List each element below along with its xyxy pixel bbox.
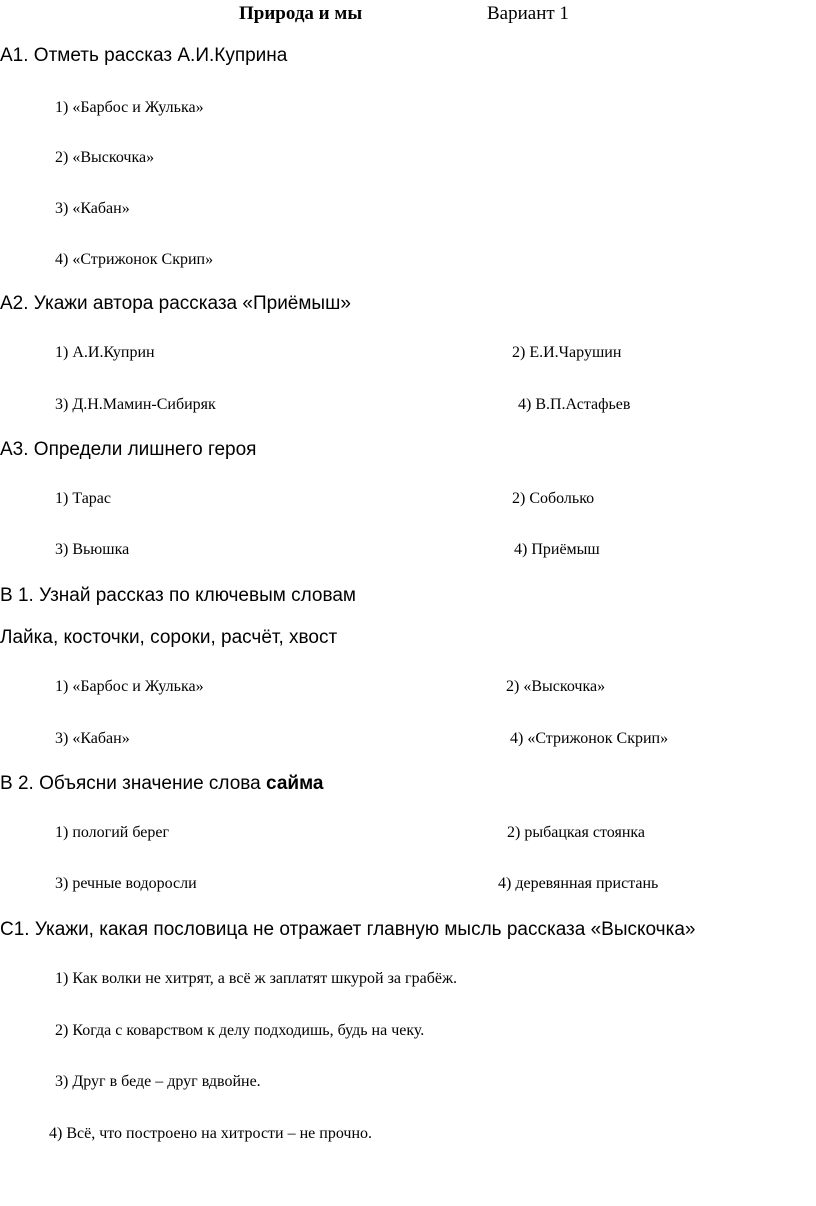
a2-option-4: 4) В.П.Астафьев	[518, 396, 631, 413]
question-b1: В 1. Узнай рассказ по ключевым словам	[0, 585, 356, 606]
question-a1: А1. Отметь рассказ А.И.Куприна	[0, 45, 288, 66]
a2-option-3: 3) Д.Н.Мамин-Сибиряк	[55, 396, 216, 413]
a3-option-3: 3) Вьюшка	[55, 541, 130, 558]
a2-option-2: 2) Е.И.Чарушин	[512, 344, 622, 361]
c1-option-4: 4) Всё, что построено на хитрости – не прочно.	[49, 1125, 373, 1142]
b1-option-2: 2) «Выскочка»	[506, 678, 606, 695]
b2-option-3: 3) речные водоросли	[55, 875, 197, 892]
b2-option-4: 4) деревянная пристань	[498, 875, 659, 892]
a3-option-4: 4) Приёмыш	[514, 541, 600, 558]
question-c1: С1. Укажи, какая пословица не отражает главную мысль рассказа «Выскочка»	[0, 919, 696, 940]
b2-question-text: В 2. Объясни значение слова	[0, 773, 267, 794]
c1-option-1: 1) Как волки не хитрят, а всё ж заплатят шкурой за грабёж.	[55, 970, 457, 987]
a1-option-1: 1) «Барбос и Жулька»	[55, 99, 204, 116]
b1-keywords: Лайка, косточки, сороки, расчёт, хвост	[0, 627, 338, 648]
question-b2	[0, 774, 323, 793]
b1-option-3: 3) «Кабан»	[55, 730, 130, 747]
c1-option-3: 3) Друг в беде – друг вдвойне.	[55, 1073, 261, 1090]
variant-label: Вариант 1	[487, 3, 569, 24]
question-a3: А3. Определи лишнего героя	[0, 439, 257, 460]
b2-option-1: 1) пологий берег	[55, 824, 170, 841]
b1-option-1: 1) «Барбос и Жулька»	[55, 678, 204, 695]
a1-option-4: 4) «Стрижонок Скрип»	[55, 251, 214, 268]
a3-option-2: 2) Соболько	[512, 490, 595, 507]
page-title: Природа и мы	[239, 3, 363, 24]
a1-option-2: 2) «Выскочка»	[55, 149, 155, 166]
b1-option-4: 4) «Стрижонок Скрип»	[510, 730, 669, 747]
b2-term: сайма	[266, 773, 324, 794]
a1-option-3: 3) «Кабан»	[55, 200, 130, 217]
a2-option-1: 1) А.И.Куприн	[55, 344, 155, 361]
c1-option-2: 2) Когда с коварством к делу подходишь, будь на чеку.	[55, 1022, 425, 1039]
question-a2: А2. Укажи автора рассказа «Приёмыш»	[0, 293, 351, 314]
b2-option-2: 2) рыбацкая стоянка	[507, 824, 646, 841]
a3-option-1: 1) Тарас	[55, 490, 112, 507]
